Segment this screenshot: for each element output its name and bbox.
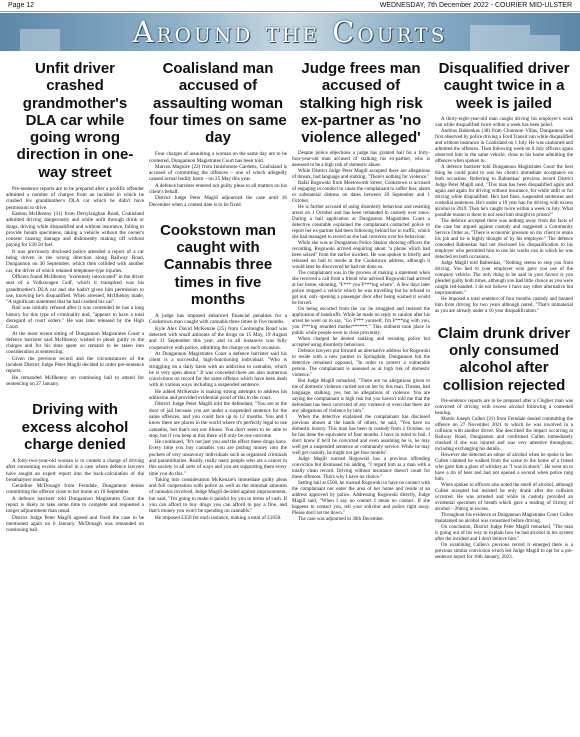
story-headline: Judge frees man accused of stalking high risk ex-partner as 'no violence alleged' bbox=[299, 60, 423, 146]
page-number: Page 12 bbox=[8, 2, 35, 9]
story-unfit-driver bbox=[6, 60, 144, 387]
story-body bbox=[292, 151, 430, 523]
paragraph: When the detective explained the complainant has disclosed previous abuses at the hands of others, he said, "You have no domestic history. This man has been in custody from 2 October, so he has done the equivalent of four months. I have in mind to bail. I don't know if he'll be convicted and even assuming he is, he may well get a suspended sentence or community service. While he may well get custody, he might not get four months". bbox=[292, 415, 430, 457]
story-headline: Claim drunk driver only consumed alcohol after collision rejected bbox=[437, 324, 571, 394]
paragraph: The complainant was in the process of making a statement when she received a call from a friend who advised Rogowski had arrived at her home, shouting, "F*** you F***ing whore". A few days later police stopped a vehicle which he was travelling but he refused to get out, only opening a passenger door after being warned it would be forced. bbox=[292, 271, 430, 307]
story-stalking-bail bbox=[292, 60, 430, 523]
paragraph: Martin Joseph Cullen (31) from Ferndale denied committing the offence on 27 November 2021 to which he was involved in a collision with another driver. She described the impact occurring at Railway Road, Dungannon and confirmed Cullen immediately checked if she was injured and was very attentive throughout, including exchanging his details. bbox=[435, 416, 573, 452]
paragraph: A defence barrister told Dungannon Magistrates Court the report is likely to take some time to complete and requested a longer adjournment than usual. bbox=[6, 495, 144, 515]
paragraph: Officers found McIlhenny "extremely intoxicated" in the driver seat of a Volkswagen Golf, which it transpired was his grandmother's DLA car and she hadn't given him permission to use, knowing he's disqualified. When arrested, McIlhenny made, "A significant statement that he had crashed his car". bbox=[6, 273, 144, 306]
story-disqualified-driver bbox=[435, 60, 573, 315]
paragraph: Rafal Rogowski from Meetoworth Street, Cookstown is accused of engaging in conduct to cause the complainant to suffer fear, alarm or substantial distress on dates between 20 September and 1 October. bbox=[292, 181, 430, 205]
paragraph: Four charges of assaulting a woman on the same day are to be contested, Dungannon Magistrates Court has been told. bbox=[149, 151, 287, 164]
paragraph: But Judge Magill remarked, "There are no allegations given to me of domestic violence carried out on her by this man. Threats, bad language, stalking, yes, but no allegations of violence. You are saying the complainant is high risk but you haven't told me that the defendant has been convicted of any violence or even that there are any allegations of violence by him." bbox=[292, 379, 430, 415]
paragraph: A judge has imposed enhanced financial penalties for a Cookstown man caught with cannabis three times in five months. bbox=[149, 313, 287, 326]
paragraph: Eamon McIlhenny (31) from Derrylaughan Road, Coalisland admitted driving dangerously and while unfit through drink or drugs, driving while disqualified and without insurance, failing to provide breath specimens, taking a vehicle without the owner's consent causing damage and dishonestly making off without paying for £30.50 fuel. bbox=[6, 210, 144, 249]
paragraph: When spoken to officers also noted the smell of alcohol, although Cullen accepted but insisted he only drank after the collision occurred. He was arrested and while in custody provided an evidential specimen of breath which gave a reading of 61mcg of alcohol – 26mcg in excess. bbox=[435, 482, 573, 512]
column-2 bbox=[149, 60, 287, 521]
paragraph: Andrius Babienkas (38) from Clonmore Villas, Dungannon was first observed by police driving a Ford Transit van while disqualified and without insurance in Coalisland on 1 July. He was cautioned and admitted the offences. Then following week on 8 July officers again observed him in the same vehicle, close to his home admitting the offences when spoken to. bbox=[435, 128, 573, 164]
paragraph: He remanded McIlhenny on continuing bail to attend for sentencing on 27 January. bbox=[6, 374, 144, 387]
story-excess-alcohol bbox=[6, 401, 144, 533]
paragraph: A thirty-eight-year-old man caught driving his employer's work van while disqualified twice within a week has been jailed. bbox=[435, 116, 573, 128]
story-body bbox=[149, 151, 287, 208]
paragraph: While District Judge Peter Magill accepted there are allegations of threats, bad language and stalking, "There's nothing for violence." bbox=[292, 169, 430, 181]
paragraph: He continued, "It's not just you and the effect these drugs have. Every time you buy cannabis you are putting money into the pockets of very unsavoury individuals such as organised criminals and paramilitaries. Really, really nasty people who are a cancer in this society in all sorts of ways and you are supporting them every time you do this." bbox=[149, 439, 287, 477]
paragraph: Judge Magill warned Rogowski has a previous offending conviction but dismissed his adding, "I regard him as a man with a totally clean record. Driving without insurance doesn't count for these offences. That's why I have no choice." bbox=[292, 457, 430, 481]
paragraph: The defence accepted there was nothing away from the facts of the case but argued against custody and suggested a Community Service Order as, "There is economic pressure on my client to retain his job and he is highly thought of by his employer." The defence conceded Babienkas had not disclosed his disqualification to his employer who permitted him to use his works van in which he was detected on both occasions. bbox=[435, 218, 573, 260]
paragraph: Pre-sentence reports are to be prepared after a Clogher man was convicted of driving with excess alcohol following a contested hearing. bbox=[435, 398, 573, 416]
paragraph: He imposed £350 for each instance, making a total of £1050. bbox=[155, 514, 282, 521]
story-body bbox=[435, 117, 573, 315]
section-banner bbox=[0, 13, 580, 51]
paragraph: The case was adjourned to 30th December. bbox=[298, 517, 384, 523]
paragraph: Geraldine McDonagh from Ferndale, Dungannon denies committing the offence close to her home on 10 September. bbox=[6, 483, 144, 496]
paragraph: Throughout his evidence at Dungannon Magistrates Court Cullen maintained no alcohol was consumed before driving. bbox=[435, 512, 573, 524]
paragraph: It was previously disclosed police attended a report of a car being driven in the wrong direction along Railway Road, Dungannon on 30 September, which then collided with another car, the driver of which retained telephone-type injuries. bbox=[6, 248, 144, 274]
paragraph: A defence barrister told Dungannon Magistrates Court the best thing he could point to was his client's immediate acceptance on both occasions. Referring to Babienkas' previous record District Judge Peter Magill said, "This man has been disqualified again and again and again for driving without insurance, for while unfit or for driving while disqualified. He's had fines, suspended sentences and custodial sentences. He's under a 10 year ban for driving with excess alcohol in 2019. Then he's caught twice within a week in July. What possible reason is there to not send him straight to prison?" bbox=[435, 164, 573, 218]
paragraph: Setting bail at £500, he warned Rogowski to have no contact with the complainant nor enter the area of her home and reside at an address approved by police. Addressing Rogowski directly, Judge Magill said, "When I say no contact I mean no contact. If she happens to contact you, tell your solicitor and police right away. Please don't let me down." bbox=[292, 481, 430, 517]
story-headline: Driving with excess alcohol charge denied bbox=[21, 401, 129, 453]
column-4 bbox=[435, 60, 573, 561]
paragraph: When charged he denied stalking and resisting police but accepted using disorderly behaviour. bbox=[292, 337, 430, 349]
paragraph: On examining Cullen's previous record it emerged there is a previous similar conviction which led Judge Magill to opt for a pre-sentence report for 16th January, 2023. bbox=[435, 542, 573, 560]
paragraph: District Judge Peter Magill agreed and fixed the case to be mentioned again on 6 January. McDonagh was remanded on continuing bail. bbox=[6, 514, 144, 534]
story-body bbox=[149, 313, 287, 521]
paragraph: Taking into consideration McKenzie's immediate guilty pleas and full cooperation with police as well as the minimal amounts of cannabis involved, Judge Magill decided against imprisonment, but said, "I'm going to make it painful for you in terms of cash. If you can afford to buy drugs you can afford to pay a fine, and that's money you won't be spending on cannabis." bbox=[149, 476, 287, 515]
story-headline: Coalisland man accused of assaulting woman four times on same day bbox=[149, 60, 287, 146]
issue-date: WEDNESDAY, 7th December 2022 - COURIER MID-ULSTER bbox=[379, 2, 572, 9]
paragraph: At Dungannon Magistrates Court a defence barrister said his client is a successful, high-functioning individual. "Who is struggling on a daily basis with an addiction to cannabis, which he is very open about." It was conceded there are also numerous convictions on record for the same offence which have been dealt with in various ways including a suspended sentence. bbox=[149, 350, 287, 389]
column-3 bbox=[292, 60, 430, 523]
paragraph: He is further accused of using disorderly behaviour and resisting arrest on 1 October and has been remanded in custody ever since. During a bail application at Dungannon Magistrates Court a detective constable explained the complainant contacted police to report her ex-partner had been following behind her in traffic, which she had managed to record as she had concerns over his behaviour. bbox=[292, 205, 430, 241]
story-headline: Disqualified driver caught twice in a week is jailed bbox=[438, 60, 570, 112]
paragraph: Marcus Maguire (22) from Innishmore Gardens, Coalisland is accused of committing the offences – one of which allegedly caused actual bodily harm – on 25 May this year. bbox=[149, 163, 287, 183]
story-headline: Cookstown man caught with Cannabis three times in five months bbox=[160, 221, 276, 308]
paragraph: District Judge Peter Magill told the defendant, "You are at the door of jail because you are under a suspended sentence for the same offences, and you could face up to 12 months. You and I know there are places in the world where it's perfectly legal to use cannabis, but that's not our illness. You don't seem to be able to stop, but if you keep at this there will only be one outcome. bbox=[149, 401, 287, 439]
story-cookstown-cannabis bbox=[149, 222, 287, 521]
paragraph: On conclusion, District Judge Peter Magill remarked, "The man is going out of his way to explain how he had alcohol in his system after the incident and I don't believe him." bbox=[435, 524, 573, 542]
paragraph: Kyle Alex David McKenzie (25) from Coolreaghs Road was detected with small amounts of the drugs on 15 May, 19 August and 11 September this year, and in all instances was fully cooperative with police, admitting the charge on each occasion. bbox=[149, 325, 287, 351]
paragraph: A defence barrister entered not guilty pleas to all matters on his client's behalf. bbox=[149, 182, 287, 196]
paragraph: On being escorted from the car he struggled and resisted the application of handcuffs. While he made no reply to caution after his arrest he went on to say, "Go F*** yourself, I'm F***ing with you, you f***ing retarded mother******." This outburst took place in public while people were in close proximity. bbox=[292, 307, 430, 337]
paragraph: A forty-two-year-old woman is to contest a charge of driving after consuming excess alcohol in a case where defence lawyers have sought an expert report into the back-calculation of the breathalyser reading. bbox=[6, 458, 144, 483]
paragraph: Bail was initially refused after it was contended he has a long history for this type of criminality and, "appears to have a total disregard of court orders." He was later released by the High Court. bbox=[6, 305, 144, 331]
story-headline: Unfit driver crashed grandmother's DLA car while going wrong direction in one-way street bbox=[16, 60, 134, 181]
paragraph: However she detected an odour of alcohol when he spoke to her. Cullen claimed he walked from the scene to the home of a friend who gave him a glass of whiskey as "I was in shock". He went on to have a tin of beer and had not opened a second when police rang him. bbox=[435, 452, 573, 482]
paragraph: At the most recent sitting of Dungannon Magistrates Court a defence barrister said McIlhenny wished to plead guilty to the charges and for his time spent on remand to be taken into consideration at sentencing. bbox=[6, 330, 144, 356]
story-body bbox=[6, 458, 144, 534]
section-title: Around the Courts bbox=[132, 15, 448, 49]
paragraph: He imposed a total sentence of four months custody and banned him from driving for two years although noted, "That's immaterial as you are already under a 10 year disqualification." bbox=[435, 296, 573, 314]
story-drunk-driver-claim bbox=[435, 325, 573, 561]
story-coalisland-assault bbox=[149, 60, 287, 208]
paragraph: Despite police objections a judge has granted bail for a forty-four-year-old man accused of stalking his ex-partner, who is assessed to be a high risk of domestic abuse. bbox=[292, 151, 430, 169]
paragraph: He added McKenzie is making strong attempts to address his addiction and provided evidential proof of this to the court. bbox=[149, 388, 287, 402]
paragraph: Pre-sentence reports are to be prepared after a prolific offender admitted a number of charges from an incident in which he crashed his grandmother's DLA car which he didn't have permission to drive. bbox=[6, 185, 144, 211]
paragraph: Given the previous record and the circumstances of the incident District Judge Peter Magill decided to order pre-sentence reports. bbox=[6, 355, 144, 375]
story-body bbox=[6, 186, 144, 388]
paragraph: Judge Magill told Babienkas, "Nothing seems to stop you from driving. You lied to your employer who gave you use of the company vehicle. The only thing to be said in your favour is you pleaded guilty both times, although you had little choice as you were caught red-handed. I do not believe I have any other alternative but imprisonment." bbox=[435, 260, 573, 296]
story-body bbox=[435, 399, 573, 561]
column-1 bbox=[6, 60, 144, 534]
paragraph: Defence lawyers put forward an alternative address for Rogowski to reside with a new partner in Springdale, Dungannon but the detective remained opposed, "In order to protect a vulnerable person. The complainant is assessed as at high risk of domestic violence." bbox=[292, 349, 430, 379]
page-header bbox=[0, 0, 580, 12]
paragraph: District Judge Peter Magill adjourned the case until 16 December when a contest date is to be fixed. bbox=[149, 195, 287, 208]
paragraph: While she was at Dungannon Police Station showing officers the recording, Rogowski arrived enquiring about "a phone which had been seized" from the earlier incident. He was spoken to briefly and released on bail to reside at the Cookstown address, although it would later be discovered he had not done so. bbox=[292, 241, 430, 271]
